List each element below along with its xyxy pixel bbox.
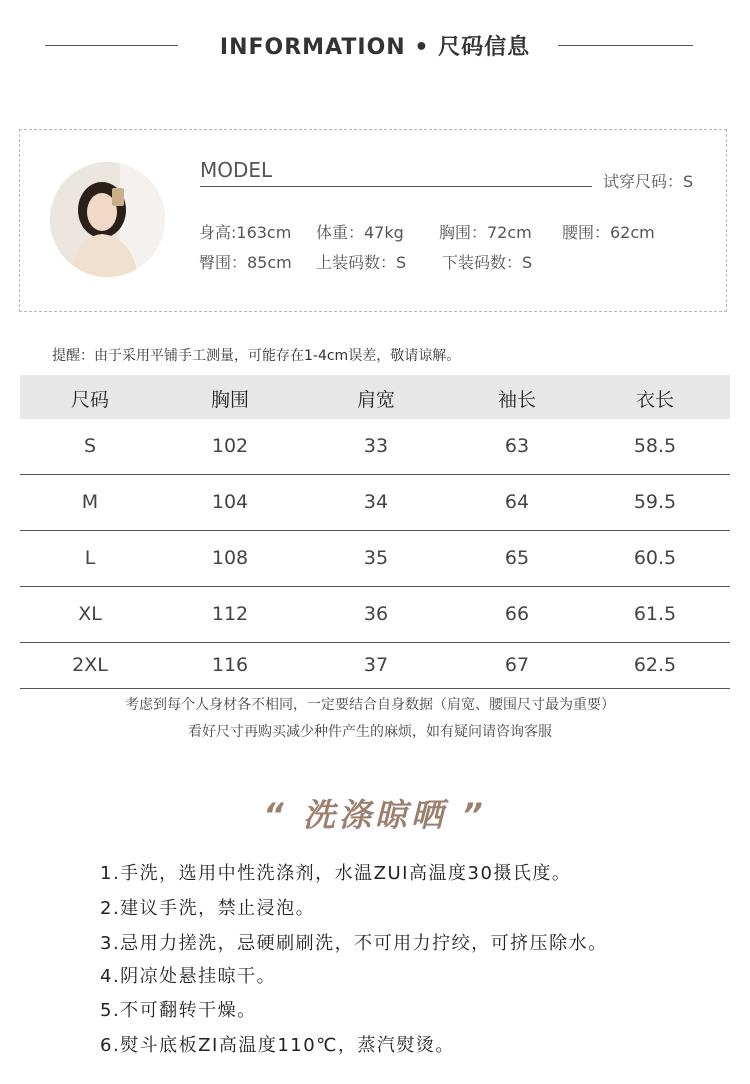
- measurement-notice: 提醒：由于采用平铺手工测量，可能存在1-4cm误差，敬请谅解。: [52, 348, 461, 364]
- col-header-sleeve: 袖长: [497, 389, 536, 411]
- table-cell: 108: [211, 547, 249, 569]
- model-underline: [200, 186, 592, 187]
- trial-size: 试穿尺码：S: [603, 172, 694, 191]
- row-divider: [20, 474, 730, 475]
- washing-item: 1.手洗，选用中性洗涤剂，水温ZUI高温度30摄氏度。: [100, 863, 572, 884]
- model-waist: 腰围：62cm: [562, 223, 655, 242]
- table-cell: 64: [504, 491, 530, 513]
- table-cell: 58.5: [633, 435, 677, 457]
- table-cell: 35: [363, 547, 389, 569]
- model-chest: 胸围：72cm: [439, 223, 532, 242]
- table-cell: 34: [363, 491, 389, 513]
- table-cell: XL: [78, 603, 102, 625]
- model-top-size: 上装码数：S: [316, 253, 407, 272]
- table-cell: 104: [211, 491, 249, 513]
- size-note-2: 看好尺寸再购买减少种件产生的麻烦，如有疑问请咨询客服: [188, 724, 552, 740]
- washing-item: 5.不可翻转干燥。: [100, 1000, 257, 1021]
- washing-item: 6.熨斗底板ZI高温度110℃，蒸汽熨烫。: [100, 1035, 455, 1056]
- table-cell: L: [84, 547, 96, 569]
- table-cell: 67: [504, 654, 530, 676]
- row-divider: [20, 688, 730, 689]
- model-hip: 臀围：85cm: [199, 253, 292, 272]
- table-cell: 66: [504, 603, 530, 625]
- col-header-length: 衣长: [635, 389, 674, 411]
- model-label: MODEL: [200, 158, 273, 182]
- table-cell: 60.5: [633, 547, 677, 569]
- washing-item: 3.忌用力搓洗，忌硬刷刷洗，不可用力拧绞，可挤压除水。: [100, 933, 608, 954]
- row-divider: [20, 642, 730, 643]
- table-cell: 65: [504, 547, 530, 569]
- table-cell: S: [83, 435, 97, 457]
- washing-item: 4.阴凉处悬挂晾干。: [100, 966, 277, 987]
- table-cell: 37: [363, 654, 389, 676]
- table-cell: 33: [363, 435, 389, 457]
- table-cell: 116: [211, 654, 249, 676]
- section-title-information: INFORMATION • 尺码信息: [219, 35, 531, 60]
- col-header-chest: 胸围: [210, 389, 249, 411]
- table-cell: 59.5: [633, 491, 677, 513]
- table-cell: 112: [211, 603, 249, 625]
- model-avatar: [50, 162, 165, 277]
- col-header-size: 尺码: [70, 389, 109, 411]
- table-cell: 102: [211, 435, 249, 457]
- header-line-right: [558, 45, 693, 46]
- size-note-1: 考虑到每个人身材各不相同，一定要结合自身数据（肩宽、腰围尺寸最为重要）: [125, 697, 615, 713]
- table-cell: 62.5: [633, 654, 677, 676]
- table-cell: 63: [504, 435, 530, 457]
- model-height: 身高:163cm: [199, 223, 292, 242]
- row-divider: [20, 530, 730, 531]
- table-cell: 61.5: [633, 603, 677, 625]
- table-cell: M: [81, 491, 99, 513]
- table-cell: 2XL: [72, 654, 108, 676]
- model-bottom-size: 下装码数：S: [442, 253, 533, 272]
- row-divider: [20, 586, 730, 587]
- washing-item: 2.建议手洗，禁止浸泡。: [100, 898, 316, 919]
- washing-title: “ 洗涤晾晒 ”: [263, 796, 487, 834]
- table-cell: 36: [363, 603, 389, 625]
- model-weight: 体重：47kg: [316, 223, 404, 242]
- col-header-shoulder: 肩宽: [356, 389, 395, 411]
